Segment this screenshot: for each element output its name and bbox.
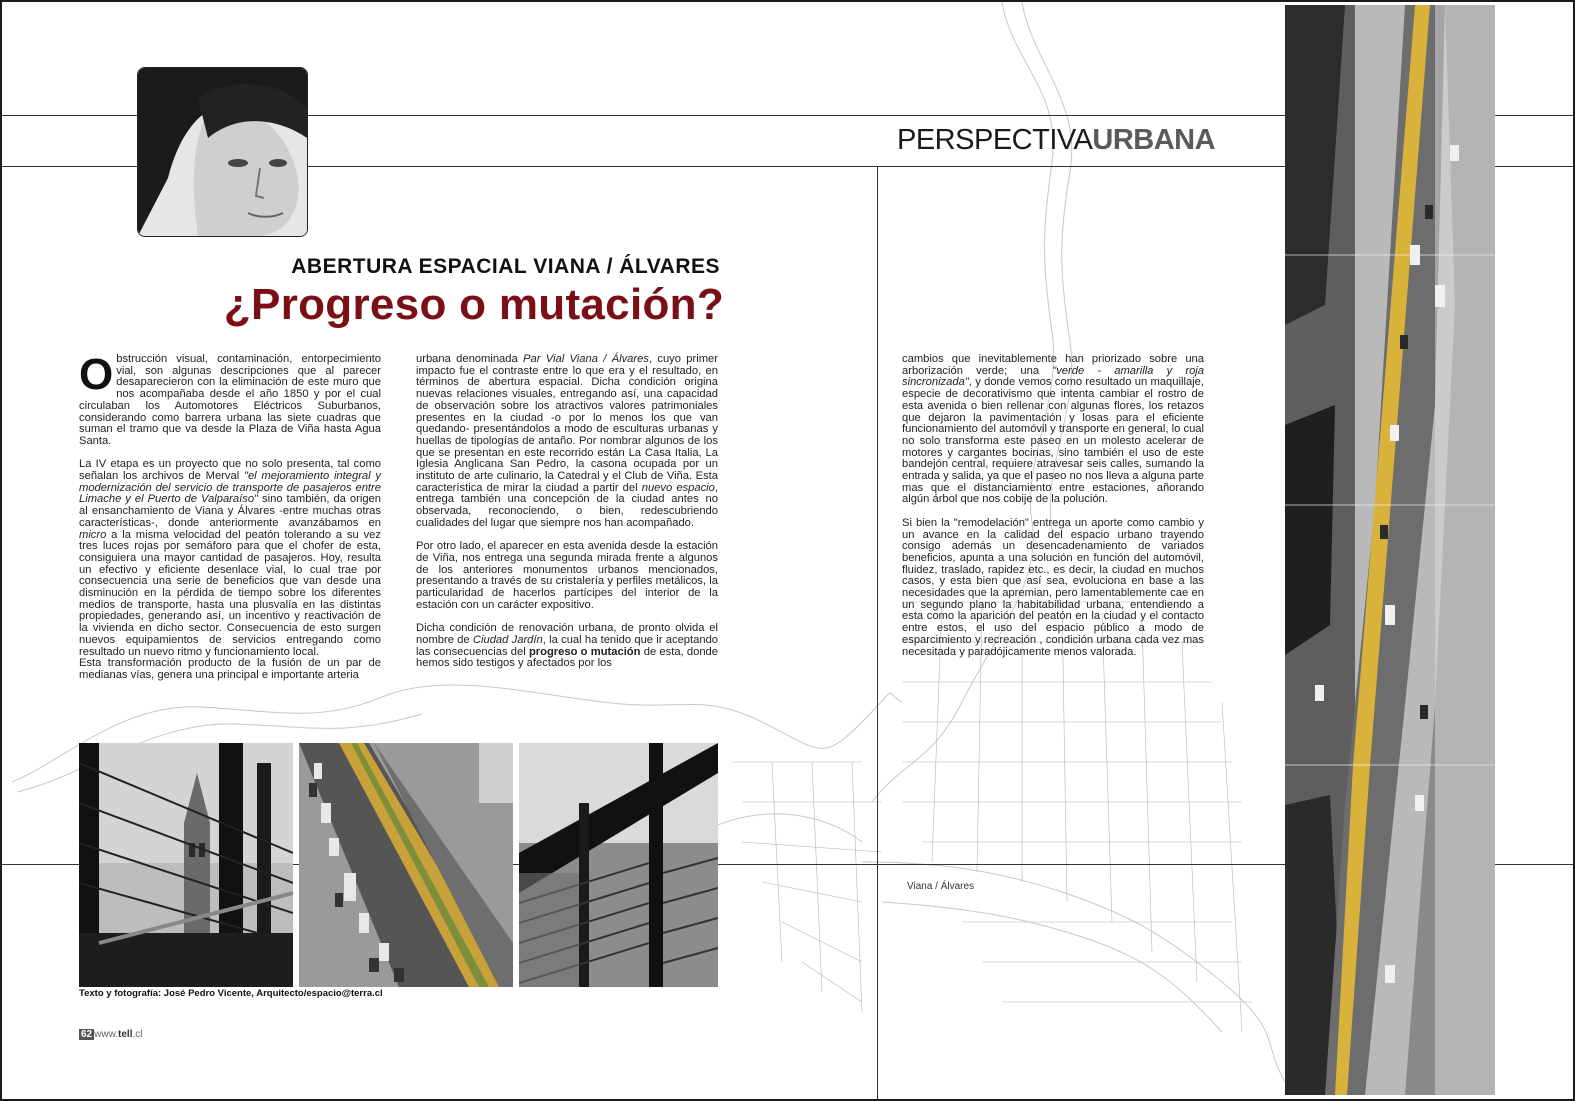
paragraph-text: urbana denominada — [416, 353, 524, 365]
quote-text: "el mejoramiento integral y modernización del servicio de transporte de pasajeros entre Limache y el Puerto de Valparaíso" — [79, 470, 381, 506]
author-portrait — [137, 67, 308, 237]
paragraph: bstrucción visual, contaminación, entorpecimiento vial, son algunas descripciones que al parecer desaparecieron con la eliminación de este muro que nos acompañaba desde el año 1850 y por el cual circulaban los Automotores Eléctricos Suburbanos, considerando como barrera urbana las siete cuadras que suman el tramo que va desde la Plaza de Viña hasta Agua Santa. — [79, 353, 381, 447]
italic-text: nuevo espacio — [641, 481, 715, 494]
folio-suffix: .cl — [132, 1029, 143, 1040]
italic-text: Ciudad Jardín — [472, 633, 543, 646]
italic-text: micro — [79, 528, 107, 541]
paragraph-text: sino también, da origen al ensanchamiento de Viana y Álvares -entre muchas otras características-, donde anteriormente avanzábamos en — [79, 493, 381, 529]
bold-text: progreso o mutación — [528, 645, 641, 658]
paragraph-text: , la cual ha tenido que ir aceptando las consecuencias del — [416, 633, 719, 658]
map-label: Viana / Álvares — [907, 881, 975, 892]
paragraph-text: cambios que inevitablemente han priorizado sobre una arborización verde; una — [902, 353, 1204, 377]
column-rule — [877, 166, 878, 1099]
paragraph-text: La IV etapa es un proyecto que no solo presenta, tal como señalan los archivos de Merval — [79, 458, 381, 483]
photo-credit: Texto y fotografía: José Pedro Vicente, Arquitecto/espacio@terra.cl — [79, 988, 383, 999]
text-column-1 — [79, 350, 381, 693]
paragraph-text: de esta, donde hemos sido testigos y afectados por los — [416, 645, 718, 670]
paragraph-text: Esta transformación producto de la fusión de un par de medianas vías, genera una principal e importante arteria — [79, 657, 381, 681]
page-folio — [79, 1029, 142, 1040]
photo-avenue-aerial — [299, 743, 513, 987]
text-column-2 — [416, 354, 718, 670]
paragraph-text: , y donde vemos como resultado un maquillaje, especie de decorativismo que intenta cambiar el rostro de esta avenida o bien rellenar con algunas flores, los retazos que dejaron la pavimentación y losas para el eficiente funcionamiento del automóvil y transporte en general, lo cual no solo transforma este paseo en un molesto acelerar de motores y cargantes bocinas, sino también el uso de este bandejón central, requiere atravesar seis calles, sumando la entrada y salida, ya que el paseo no nos lleva a alguna parte mas que el distanciamiento entre estaciones, añorando algún árbol que nos cobije de la polución. — [902, 376, 1204, 506]
paragraph-text: Si bien la "remodelación" entrega un aporte como cambio y un avance en la calidad del espacio urbano trayendo consigo además un desencadenamiento de variados beneficios, apunta a una solución en función del automóvil, fluidez, traslado, rapidez etc., es decir, la ciudad en muchos casos, y esta bien que así sea, evoluciona en base a las necesidades que la apremian, pero lamentablemente cae en un segundo plano la habitabilidad urbana, entendiendo a esta como la aparición del peatón en la ciudad y el contacto entre estos, el uso del espacio público a modo de esparcimiento y recreación , condición urbana cada vez mas necesitada y paradójicamente menos valorada. — [902, 516, 1204, 658]
paragraph-text: , entrega también una concepción de la ciudad antes no observada, reconociendo, o bien, redescubriendo cualidades del lugar que siempre nos han acompañado. — [416, 481, 718, 529]
section-title-bold: URBANA — [1092, 124, 1216, 156]
article-kicker: ABERTURA ESPACIAL VIANA / ÁLVARES — [291, 255, 720, 278]
article-headline: ¿Progreso o mutación? — [223, 280, 724, 329]
section-title-light: PERSPECTIVA — [897, 124, 1093, 156]
paragraph-text: a la misma velocidad del peatón tolerando a su vez tres luces rojas por semáforo para que el chofer de esta, consiguiera una mayor cantidad de pasajeros. Hoy, resulta un efectivo y eficiente desenlace vial, lo cual trae por consecuencia una serie de beneficios que van desde una disminución en la pérdida de tiempo sobre los diferentes medios de transporte, hasta una plusvalía en las distintas propiedades, generando así, un incentivo y reactivación de la vivienda en dicho sector. Consecuencia de esto surgen nuevos equipamientos de servicios entregando como resultado un nuevo ritmo y funcionamiento local. — [79, 528, 381, 658]
paragraph-text: Por otro lado, el aparecer en esta avenida desde la estación de Viña, nos entrega una segunda mirada frente a algunos de los anteriores monumentos urbanos mencionados, presentando a través de su cristalería y perfiles metálicos, la particularidad de hacerlos partícipes del interior de la estación con un carácter expositivo. — [416, 540, 718, 611]
italic-text: "verde - amarilla y roja sincronizada" — [902, 364, 1204, 389]
section-title — [897, 124, 1215, 157]
paragraph-text: Dicha condición de renovación urbana, de pronto olvida el nombre de — [416, 622, 718, 646]
paragraph-text: , cuyo primer impacto fue el contraste entre lo que era y el resultado, en términos de abertura espacial. Dicha condición origina nuevas relaciones visuales, entregando así, una capacidad de observación sobre los atractivos valores patrimoniales presentes en la ciudad -o por lo menos los que van quedando- presentándolos a modo de esculturas urbanas y huellas de tipologías de antaño. Por nombrar algunos de los que se presentan en este recorrido están La Casa Italia, La Iglesia Anglicana San Pedro, la casona ocupada por un instituto de arte culinario, la Catedral y el Club de Viña. Esta característica de mirar la ciudad a partir del — [416, 353, 719, 494]
photo-glass-facade — [519, 743, 718, 987]
text-column-3 — [902, 354, 1204, 658]
aerial-avenue-photo — [1285, 5, 1495, 1095]
drop-cap: O — [79, 350, 114, 399]
folio-prefix: www. — [94, 1029, 119, 1040]
italic-text: Par Vial Viana / Álvares — [523, 353, 649, 365]
folio-site: tell — [118, 1029, 133, 1040]
page-number: 62 — [81, 1029, 93, 1040]
photo-church-station — [79, 743, 293, 987]
